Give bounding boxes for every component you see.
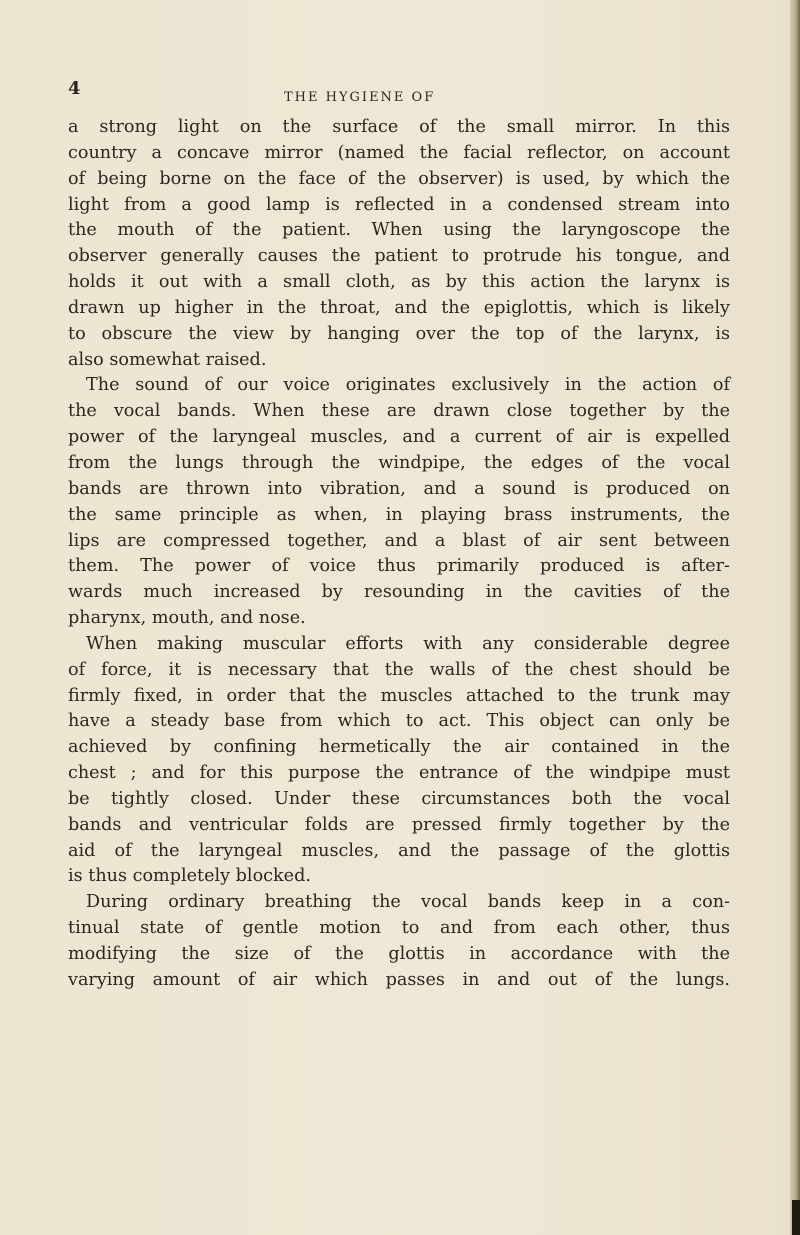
body-text (68, 115, 730, 994)
page-edge-shadow (792, 1200, 800, 1235)
text-line: wards much increased by resounding in the cavities of the (68, 582, 730, 603)
text-line: from the lungs through the windpipe, the edges of the vocal (68, 452, 730, 473)
text-line: observer generally causes the patient to protrude his tongue, and (68, 246, 730, 267)
text-line: bands are thrown into vibration, and a sound is produced on (68, 478, 730, 499)
text-line: power of the laryngeal muscles, and a current of air is expelled (68, 427, 730, 448)
text-line: pharynx, mouth, and nose. (68, 608, 306, 629)
text-line: bands and ventricular folds are pressed firmly together by the (68, 814, 730, 835)
text-line: be tightly closed. Under these circumstances both the vocal (68, 788, 730, 809)
page-edge (790, 0, 800, 1235)
text-line: the same principle as when, in playing brass instruments, the (68, 504, 730, 525)
text-line: modifying the size of the glottis in accordance with the (68, 944, 730, 964)
text-line: When making muscular efforts with any considerable degree (86, 633, 730, 654)
text-line: of force, it is necessary that the walls of the chest should be (68, 659, 730, 680)
text-line: to obscure the view by hanging over the top of the larynx, is (68, 323, 730, 344)
text-line: chest ; and for this purpose the entrance of the windpipe must (68, 763, 730, 784)
text-line: the mouth of the patient. When using the laryngoscope the (68, 220, 730, 241)
text-line: holds it out with a small cloth, as by this action the larynx is (68, 272, 730, 293)
text-line: also somewhat raised. (68, 349, 267, 370)
text-line: varying amount of air which passes in and out of the lungs. (68, 969, 730, 990)
text-line: drawn up higher in the throat, and the epiglottis, which is likely (68, 297, 730, 318)
text-line: lips are compressed together, and a blast of air sent between (68, 530, 730, 551)
text-line: During ordinary breathing the vocal bands keep in a con- (86, 892, 730, 913)
page-number: 4 (68, 78, 81, 99)
text-line: light from a good lamp is reflected in a condensed stream into (68, 194, 730, 215)
text-line: have a steady base from which to act. This object can only be (68, 711, 730, 732)
text-line: achieved by confining hermetically the air contained in the (68, 737, 730, 758)
text-line: firmly fixed, in order that the muscles attached to the trunk may (68, 685, 730, 706)
text-line: country a concave mirror (named the facial reflector, on account (68, 142, 730, 163)
text-line: tinual state of gentle motion to and from each other, thus (68, 918, 730, 939)
text-line: them. The power of voice thus primarily produced is after- (68, 556, 730, 577)
running-title: THE HYGIENE OF (284, 90, 436, 105)
text-line: a strong light on the surface of the small mirror. In this (68, 117, 730, 137)
text-line: the vocal bands. When these are drawn close together by the (68, 401, 730, 422)
text-line: The sound of our voice originates exclusively in the action of (86, 375, 730, 396)
text-line: is thus completely blocked. (68, 866, 311, 887)
text-line: of being borne on the face of the observer) is used, by which the (68, 168, 730, 189)
text-line: aid of the laryngeal muscles, and the passage of the glottis (68, 840, 730, 861)
